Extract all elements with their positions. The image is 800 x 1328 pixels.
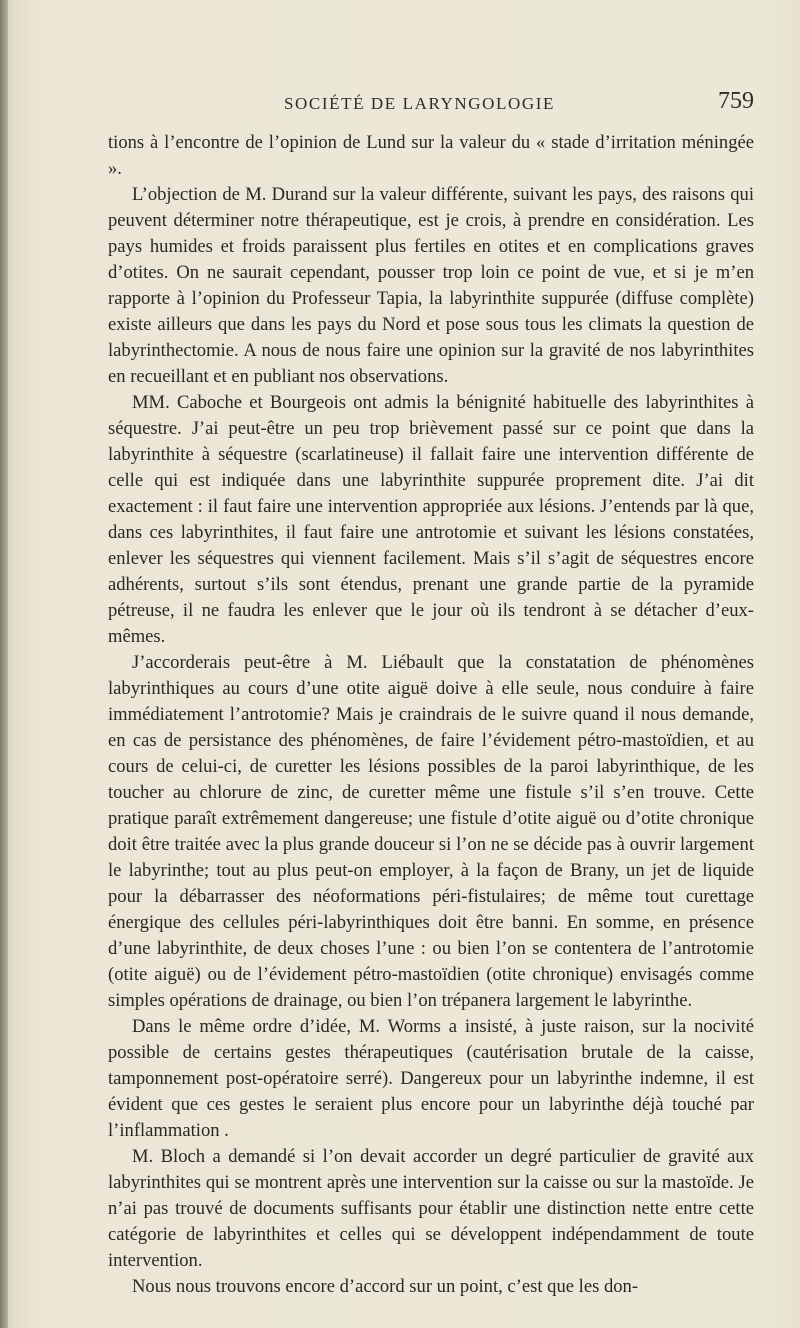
paragraph-liebault: J’accorderais peut-être à M. Liébault que la constatation de phénomènes labyrinthiques au cours d’une otite aiguë doive à elle seule, nous conduire à faire immédiatement l’antrotomie? Mais je craindrais de le suivre quand il nous demande, en cas de persistance des phénomènes, de faire l’évidement pétro-mastoïdien, et au cours de celui-ci, de curetter les lésions possibles de la paroi labyrinthique, de les toucher au chlorure de zinc, de curetter même une fistule s’il s’en trouve. Cette pratique paraît extrêmement dangereuse; une fistule d’otite aiguë ou d’otite chronique doit être traitée avec la plus grande douceur si l’on ne se décide pas à ouvrir largement le labyrinthe; tout au plus peut-on employer, à la façon de Brany, un jet de liquide pour la débarrasser des néoformations péri-fistulaires; de même tout curettage énergique des cellules péri-labyrinthiques doit être banni. En somme, en présence d’une labyrinthite, de deux choses l’une : ou bien l’on se contentera de l’antrotomie (otite aiguë) ou de l’évidement pétro-mastoïdien (otite chronique) envisagés comme simples opérations de drainage, ou bien l’on trépanera largement le labyrinthe. (108, 652, 754, 1011)
paragraph-durand: L’objection de M. Durand sur la valeur différente, suivant les pays, des raisons qui peuvent déterminer notre thérapeutique, est je crois, à prendre en considération. Les pays humides et froids paraissent plus fertiles en otites et en complications graves d’otites. On ne saurait cependant, pousser trop loin ce point de vue, et si je m’en rapporte à l’opinion du Professeur Tapia, la labyrinthite suppurée (diffuse complète) existe ailleurs que dans les pays du Nord et pose sous tous les climats la question de labyrinthectomie. A nous de nous faire une opinion sur la gravité de nos labyrinthites en recueillant et en publiant nos observations. (108, 184, 754, 387)
paragraph-continuation: tions à l’encontre de l’opinion de Lund sur la valeur du « stade d’irritation méningée ». (108, 132, 754, 179)
paragraph-bloch: M. Bloch a demandé si l’on devait accorder un degré particulier de gravité aux labyrinthites qui se montrent après une intervention sur la caisse ou sur la mastoïde. Je n’ai pas trouvé de documents suffisants pour établir une distinction nette entre cette catégorie de labyrinthites et celles qui se développent indépendamment de toute intervention. (108, 1146, 754, 1271)
running-title: SOCIÉTÉ DE LARYNGOLOGIE (284, 94, 555, 113)
binding-edge (0, 0, 8, 1328)
paragraph-final: Nous nous trouvons encore d’accord sur un point, c’est que les don- (132, 1276, 639, 1297)
page-number: 759 (718, 88, 754, 114)
page-header (108, 88, 754, 122)
paragraph-caboche-bourgeois: MM. Caboche et Bourgeois ont admis la bénignité habituelle des labyrinthites à séquestre. J’ai peut-être un peu trop brièvement passé sur ce point que dans la labyrinthite à séquestre (scarlatineuse) il fallait faire une intervention différente de celle qui est indiquée dans une labyrinthite suppurée proprement dite. J’ai dit exactement : il faut faire une intervention appropriée aux lésions. J’entends par là que, dans ces labyrinthites, il faut faire une antrotomie et suivant les lésions constatées, enlever les séquestres qui viennent facilement. Mais s’il s’agit de séquestres encore adhérents, surtout s’ils sont étendus, prenant une grande partie de la pyramide pétreuse, il ne faudra les enlever que le jour où ils tendront à se détacher d’eux-mêmes. (108, 392, 754, 647)
paragraph-worms: Dans le même ordre d’idée, M. Worms a insisté, à juste raison, sur la nocivité possible de certains gestes thérapeutiques (cautérisation brutale de la caisse, tamponnement post-opératoire serré). Dangereux pour un labyrinthe indemne, il est évident que ces gestes le seraient plus encore pour un labyrinthe déjà touché par l’inflammation . (108, 1016, 754, 1141)
body-text (108, 130, 754, 1300)
